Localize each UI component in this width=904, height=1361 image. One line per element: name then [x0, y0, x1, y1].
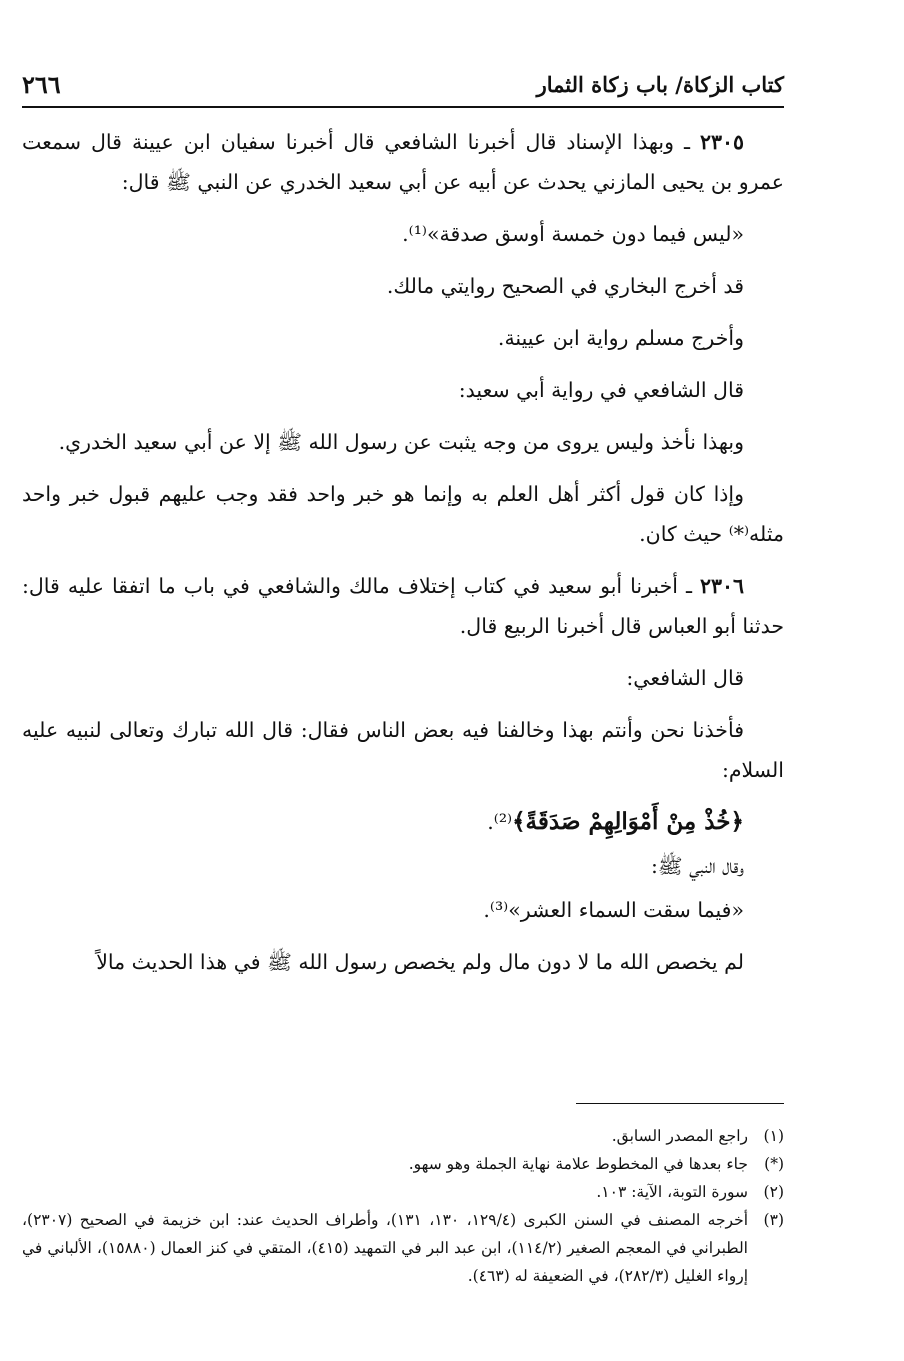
page-number: ٢٦٦ — [22, 69, 61, 99]
paragraph: وأخرج مسلم رواية ابن عيينة. — [497, 326, 744, 350]
paragraph: قد أخرج البخاري في الصحيح روايتي مالك. — [386, 274, 744, 298]
footnote-text: أخرجه المصنف في السنن الكبرى (١٢٩/٤، ١٣٠، ١٣١)، وأطراف الحديث عند: ابن خزيمة في الصحيح (٢٣٠٧)، الطبراني في المعجم الصغير (١١٤/٢)، ابن عبد البر في التمهيد (٤١٥)، المتقي في كنز العمال (١٥٨٨٠)، الألباني في إرواء الغليل (٢٨٢/٣)، في الضعيفة له (٤٦٣). — [22, 1211, 748, 1285]
chapter-title: كتاب الزكاة/ باب زكاة الثمار — [536, 71, 784, 97]
main-text — [22, 122, 784, 994]
paragraph: فأخذنا نحن وأنتم بهذا وخالفنا فيه بعض الناس فقال: قال الله تبارك وتعالى لنبيه عليه السلام: — [22, 718, 784, 782]
paragraph: «فيما سقت السماء العشر»⁽³⁾. — [483, 898, 744, 922]
footnote — [22, 1122, 784, 1150]
hadith-text: ـ وبهذا الإسناد قال أخبرنا الشافعي قال أخبرنا سفيان ابن عيينة قال سمعت عمرو بن يحيى المازني يحدث عن أبيه عن أبي سعيد الخدري عن النبي ﷺ قال: — [22, 130, 784, 194]
footnote-text: جاء بعدها في المخطوط علامة نهاية الجملة وهو سهو. — [408, 1155, 748, 1173]
paragraph: وإذا كان قول أكثر أهل العلم به وإنما هو خبر واحد فقد وجب عليهم قبول خبر واحد مثله⁽*⁾ حيث كان. — [22, 482, 784, 546]
hadith-text: ـ أخبرنا أبو سعيد في كتاب إختلاف مالك والشافعي في باب ما اتفقا عليه قال: حدثنا أبو العباس قال أخبرنا الربيع قال. — [22, 574, 784, 638]
paragraph: «ليس فيما دون خمسة أوسق صدقة»⁽¹⁾. — [402, 222, 744, 246]
paragraph: قال الشافعي في رواية أبي سعيد: — [458, 378, 744, 402]
footnote-ref: ⁽²⁾. — [487, 810, 513, 834]
footnote — [22, 1178, 784, 1206]
footnote-text: راجع المصدر السابق. — [611, 1127, 748, 1145]
footnote-mark: (٢) — [763, 1183, 784, 1201]
hadith-2305 — [22, 122, 784, 202]
footnote-mark: (*) — [764, 1155, 784, 1173]
quran-verse — [22, 802, 784, 842]
paragraph: قال الشافعي: — [626, 666, 744, 690]
footnote — [22, 1150, 784, 1178]
footnote — [22, 1206, 784, 1290]
hadith-number: ٢٣٠٥ — [699, 130, 744, 154]
paragraph: لم يخصص الله ما لا دون مال ولم يخصص رسول الله ﷺ في هذا الحديث مالاً — [96, 950, 744, 974]
footnote-mark: (٣) — [763, 1211, 784, 1229]
footnote-separator — [576, 1103, 784, 1104]
footnote-mark: (١) — [763, 1127, 784, 1145]
running-header — [22, 62, 784, 108]
footnotes — [22, 1122, 784, 1290]
paragraph: وقال النبي ﷺ: — [650, 854, 744, 878]
quran-text: ﴿خُذْ مِنْ أَمْوَالِهِمْ صَدَقَةً﴾ — [512, 808, 744, 835]
hadith-2306 — [22, 566, 784, 646]
footnote-text: سورة التوبة، الآية: ١٠٣. — [596, 1183, 748, 1201]
hadith-number: ٢٣٠٦ — [699, 574, 744, 598]
paragraph: وبهذا نأخذ وليس يروى من وجه يثبت عن رسول الله ﷺ إلا عن أبي سعيد الخدري. — [58, 430, 744, 454]
